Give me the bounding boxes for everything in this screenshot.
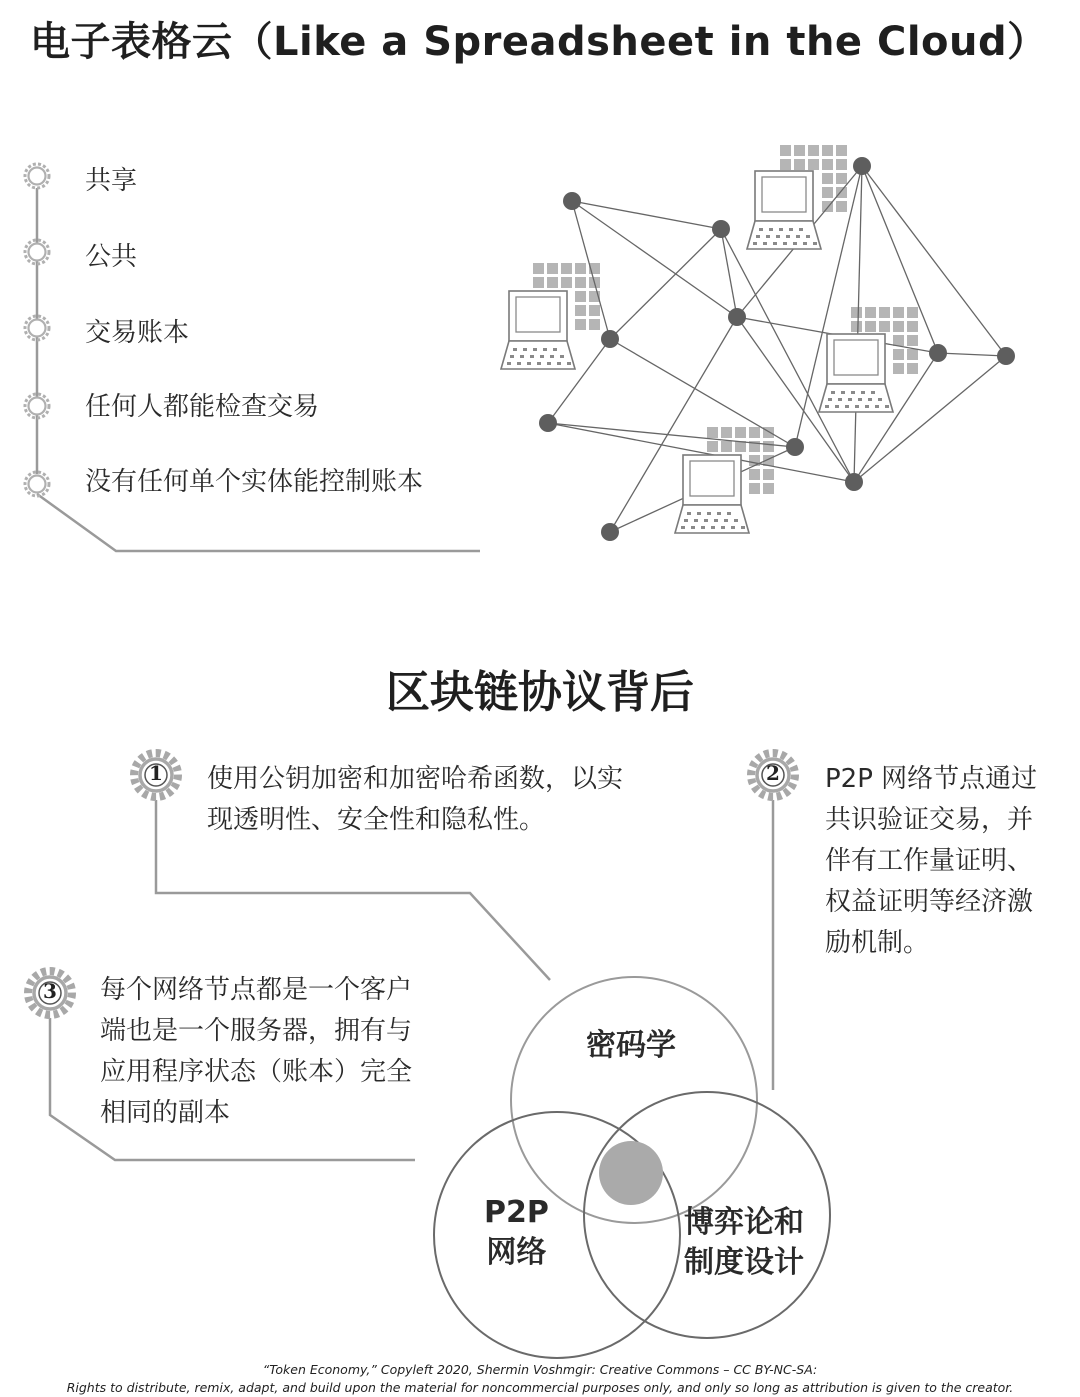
gear-icon (25, 316, 49, 340)
gear-icon (25, 472, 49, 496)
feature-item: 公共 (85, 242, 138, 272)
network-illustration (501, 145, 1015, 541)
point-description (207, 759, 687, 841)
point-description (100, 970, 460, 1134)
venn-label-line: 制度设计 (684, 1245, 804, 1280)
text-line: 权益证明等经济激 (825, 887, 1034, 917)
section-title: 区块链协议背后 (386, 667, 694, 718)
venn-label-p2p (484, 1193, 549, 1273)
text-line: 每个网络节点都是一个客户 (100, 975, 413, 1005)
venn-label-line: 博弈论和 (684, 1205, 804, 1240)
feature-item: 共享 (85, 166, 138, 196)
text-line: 使用公钥加密和加密哈希函数，以实 (207, 764, 624, 794)
venn-label-line: 网络 (486, 1235, 547, 1270)
text-line: 伴有工作量证明、 (825, 846, 1034, 876)
point-number: 3 (43, 979, 57, 1003)
text-line: P2P 网络节点通过 (825, 764, 1038, 794)
text-line: 共识验证交易，并 (825, 805, 1034, 835)
venn-center (599, 1141, 663, 1205)
text-line: 应用程序状态（账本）完全 (100, 1057, 413, 1087)
text-line: 相同的副本 (100, 1098, 231, 1128)
venn-label-line: P2P (484, 1195, 549, 1230)
text-line: 端也是一个服务器，拥有与 (100, 1016, 413, 1046)
feature-item: 交易账本 (85, 318, 190, 348)
point-number: 1 (149, 761, 163, 785)
point-description (825, 759, 1075, 964)
footer-license: Rights to distribute, remix, adapt, and build upon the material for noncommercial purposes only, and only so long as attribution is given to the creator. (66, 1380, 1014, 1395)
page-title: 电子表格云（Like a Spreadsheet in the Cloud） (30, 19, 1048, 65)
venn-label-line: 密码学 (586, 1028, 676, 1063)
gear-icon (25, 164, 49, 188)
gear-icon (25, 240, 49, 264)
venn-label-game-theory (684, 1203, 804, 1283)
venn-label-cryptography (586, 1026, 676, 1066)
footer-credit: “Token Economy,” Copyleft 2020, Shermin Voshmgir: Creative Commons – CC BY-NC-SA: (262, 1362, 818, 1377)
feature-item: 任何人都能检查交易 (85, 392, 320, 422)
text-line: 励机制。 (825, 928, 930, 958)
gear-icon (25, 394, 49, 418)
text-line: 现透明性、安全性和隐私性。 (207, 805, 546, 835)
feature-item: 没有任何单个实体能控制账本 (85, 467, 424, 497)
point-number: 2 (766, 761, 780, 785)
